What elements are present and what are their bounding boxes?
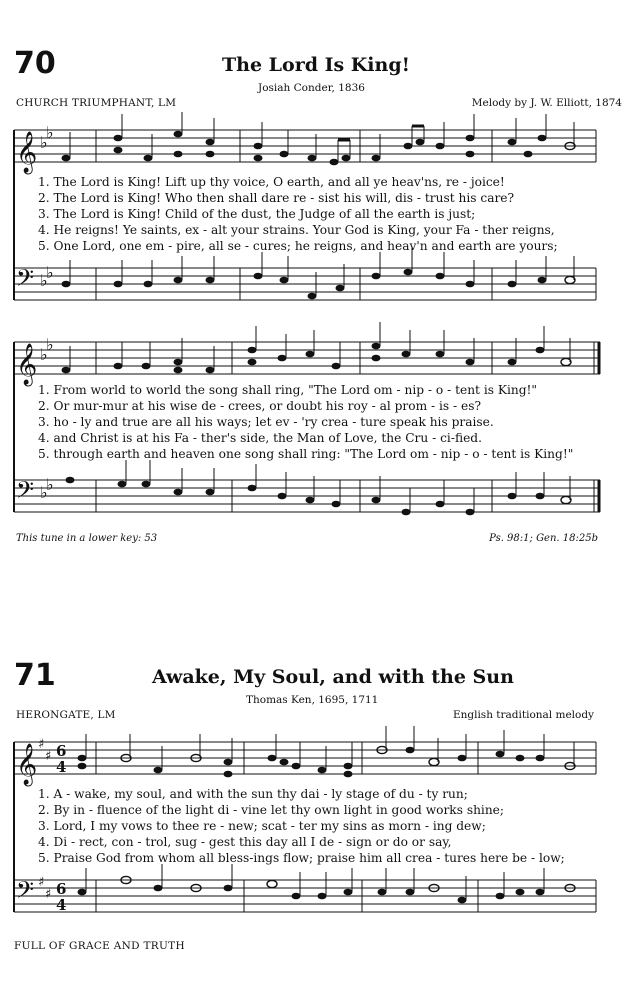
svg-text:𝄞: 𝄞 (16, 344, 38, 385)
svg-text:♭: ♭ (46, 123, 54, 142)
flat-icon: ♭ (40, 133, 48, 152)
treble-clef-icon: 𝄞 (16, 132, 38, 173)
verse-line: 1. The Lord is King! Lift up thy voice, O earth, and all ye heav'ns, re - joice! (38, 175, 505, 189)
tune-name-71: HERONGATE, LM (16, 709, 116, 721)
time-signature-top: 6 (56, 742, 67, 760)
time-signature-top-bass: 6 (56, 880, 67, 898)
hymn-author-70: Josiah Conder, 1836 (258, 82, 365, 94)
verses-system1-hymn70 (38, 174, 558, 254)
verses-hymn71 (38, 786, 565, 866)
verse-line: 4. Di - rect, con - trol, sug - gest this day all I de - sign or do or say, (38, 835, 452, 849)
time-signature-bottom: 4 (56, 758, 67, 776)
hymn-number-71: 71 (14, 658, 56, 693)
svg-text:𝄢: 𝄢 (16, 476, 35, 509)
hymn-title-70: The Lord Is King! (222, 54, 410, 76)
sharp-icon: ♯ (38, 737, 45, 752)
time-signature-bottom-bass: 4 (56, 896, 67, 914)
tune-note-70: This tune in a lower key: 53 (16, 533, 158, 544)
verse-line: 3. The Lord is King! Child of the dust, the Judge of all the earth is just; (38, 207, 476, 221)
svg-text:♭: ♭ (46, 335, 54, 354)
hymn-number-70: 70 (14, 46, 56, 81)
svg-text:𝄞: 𝄞 (16, 744, 38, 785)
verse-line: 5. through earth and heaven one song shall ring: "The Lord om - nip - o - tent is King!" (38, 447, 574, 461)
verse-line: 2. Or mur-mur at his wise de - crees, or doubt his roy - al prom - is - es? (38, 399, 482, 413)
composer-70: Melody by J. W. Elliott, 1874 (471, 97, 622, 109)
bass-clef-icon: 𝄢 (16, 264, 35, 297)
verse-line: 5. Praise God from whom all bless-ings flow; praise him all crea - tures here be - low; (38, 851, 565, 865)
page-footer: FULL OF GRACE AND TRUTH (14, 940, 185, 952)
svg-text:𝄢: 𝄢 (16, 876, 35, 909)
verse-line: 1. From world to world the song shall ring, "The Lord om - nip - o - tent is King!" (38, 383, 538, 397)
verse-line: 2. By in - fluence of the light di - vine let thy own light in good works shine; (38, 803, 504, 817)
svg-text:♯: ♯ (45, 749, 52, 764)
verse-line: 5. One Lord, one em - pire, all se - cures; he reigns, and heav'n and earth are yours; (38, 239, 558, 253)
scripture-ref-70: Ps. 98:1; Gen. 18:25b (489, 533, 598, 544)
hymn-title-71: Awake, My Soul, and with the Sun (152, 666, 514, 688)
svg-text:♯: ♯ (45, 887, 52, 902)
verse-line: 1. A - wake, my soul, and with the sun thy dai - ly stage of du - ty run; (38, 787, 468, 801)
verses-system2-hymn70 (38, 382, 573, 462)
composer-71: English traditional melody (452, 709, 594, 721)
hymn-author-71: Thomas Ken, 1695, 1711 (246, 694, 379, 706)
svg-text:♭: ♭ (40, 345, 48, 364)
verse-line: 3. Lord, I my vows to thee re - new; scat - ter my sins as morn - ing dew; (38, 819, 486, 833)
svg-text:♯: ♯ (38, 875, 45, 890)
verse-line: 4. He reigns! Ye saints, ex - alt your strains. Your God is King, your Fa - ther reigns, (38, 223, 555, 237)
verse-line: 4. and Christ is at his Fa - ther's side, the Man of Love, the Cru - ci-fied. (38, 431, 482, 445)
svg-text:♭: ♭ (46, 263, 54, 282)
verse-line: 3. ho - ly and true are all his ways; let ev - 'ry crea - ture speak his praise. (38, 415, 494, 429)
svg-text:♭: ♭ (40, 271, 48, 290)
verse-line: 2. The Lord is King! Who then shall dare re - sist his will, dis - trust his care? (38, 191, 515, 205)
svg-text:♭: ♭ (40, 483, 48, 502)
svg-text:♭: ♭ (46, 475, 54, 494)
tune-name-70: CHURCH TRIUMPHANT, LM (16, 97, 177, 109)
